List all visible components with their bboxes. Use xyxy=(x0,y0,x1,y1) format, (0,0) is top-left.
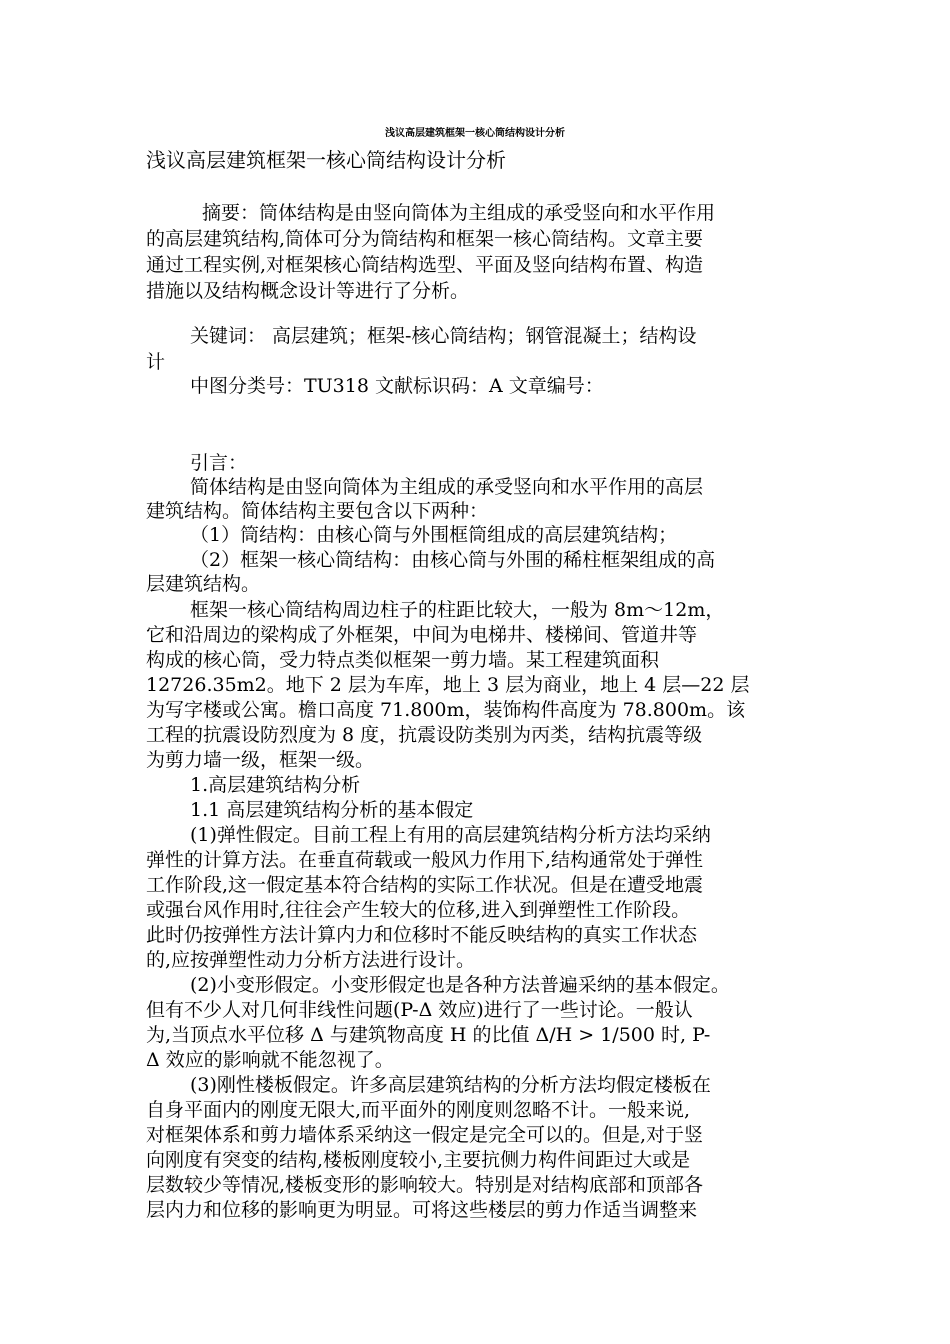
classification-line: 中图分类号：TU318 文献标识码：A 文章编号： xyxy=(190,375,604,397)
section-heading-1: 1.高层建筑结构分析 xyxy=(190,774,361,796)
intro-line-3: （1）筒结构：由核心筒与外围框筒组成的高层建筑结构； xyxy=(190,524,678,546)
section-heading-1-1: 1.1 高层建筑结构分析的基本假定 xyxy=(190,799,474,821)
body-line-3: 构成的核心筒，受力特点类似框架一剪力墙。某工程建筑面积 xyxy=(146,649,660,671)
abstract-line-3: 通过工程实例,对框架核心筒结构选型、平面及竖向结构布置、构造 xyxy=(146,254,704,276)
assumption-3-line-2: 自身平面内的刚度无限大,而平面外的刚度则忽略不计。一般来说, xyxy=(146,1099,691,1121)
body-line-6: 工程的抗震设防烈度为 8 度，抗震设防类别为丙类，结构抗震等级 xyxy=(146,724,703,746)
intro-line-1: 简体结构是由竖向筒体为主组成的承受竖向和水平作用的高层 xyxy=(190,476,704,498)
abstract-line-1: 摘要：筒体结构是由竖向筒体为主组成的承受竖向和水平作用 xyxy=(202,202,716,224)
assumption-3-line-5: 层数较少等情况,楼板变形的影响较大。特别是对结构底部和顶部各 xyxy=(146,1174,704,1196)
assumption-1-line-1: (1)弹性假定。目前工程上有用的高层建筑结构分析方法均采纳 xyxy=(190,824,711,846)
abstract-line-4: 措施以及结构概念设计等进行了分析。 xyxy=(146,280,470,302)
assumption-1-line-3: 工作阶段,这一假定基本符合结构的实际工作状况。但是在遭受地震 xyxy=(146,874,704,896)
keywords-line-1: 关键词： 高层建筑；框架-核心筒结构；钢管混凝土；结构设 xyxy=(190,325,697,347)
keywords-line-2: 计 xyxy=(146,351,166,373)
intro-line-2: 建筑结构。简体结构主要包含以下两种： xyxy=(146,500,489,522)
assumption-1-line-4: 或强台风作用时,往往会产生较大的位移,进入到弹塑性工作阶段。 xyxy=(146,899,691,921)
assumption-3-line-4: 向刚度有突变的结构,楼板刚度较小,主要抗侧力构件间距过大或是 xyxy=(146,1149,691,1171)
body-line-7: 为剪力墙一级，框架一级。 xyxy=(146,749,375,771)
assumption-2-line-4: Δ 效应的影响就不能忽视了。 xyxy=(146,1049,394,1071)
document-title: 浅议高层建筑框架一核心筒结构设计分析 xyxy=(385,128,565,139)
abstract-line-2: 的高层建筑结构,筒体可分为筒结构和框架一核心筒结构。文章主要 xyxy=(146,228,704,250)
assumption-3-line-3: 对框架体系和剪力墙体系采纳这一假定是完全可以的。但是,对于竖 xyxy=(146,1124,704,1146)
assumption-1-line-2: 弹性的计算方法。在垂直荷载或一般风力作用下,结构通常处于弹性 xyxy=(146,849,704,871)
assumption-2-line-1: (2)小变形假定。小变形假定也是各种方法普遍采纳的基本假定。 xyxy=(190,974,730,996)
intro-line-5: 层建筑结构。 xyxy=(146,573,261,595)
assumption-2-line-2: 但有不少人对几何非线性问题(P-Δ 效应)进行了一些讨论。一般认 xyxy=(146,999,693,1021)
body-line-2: 它和沿周边的梁构成了外框架，中间为电梯井、楼梯间、管道井等 xyxy=(146,624,698,646)
intro-heading: 引言： xyxy=(190,452,248,474)
body-line-1: 框架一核心筒结构周边柱子的柱距比较大，一般为 8m～12m， xyxy=(190,599,725,621)
intro-line-4: （2）框架一核心筒结构：由核心筒与外围的稀柱框架组成的高 xyxy=(190,549,716,571)
assumption-3-line-6: 层内力和位移的影响更为明显。可将这些楼层的剪力作适当调整来 xyxy=(146,1199,698,1221)
body-line-5: 为写字楼或公寓。檐口高度 71.800m，装饰构件高度为 78.800m。该 xyxy=(146,699,746,721)
assumption-1-line-6: 的,应按弹塑性动力分析方法进行设计。 xyxy=(146,949,476,971)
assumption-2-line-3: 为,当顶点水平位移 Δ 与建筑物高度 H 的比值 Δ/H > 1/500 时, P- xyxy=(146,1024,711,1046)
assumption-1-line-5: 此时仍按弹性方法计算内力和位移时不能反映结构的真实工作状态 xyxy=(146,924,698,946)
body-line-4: 12726.35m2。地下 2 层为车库，地上 3 层为商业，地上 4 层—22 层 xyxy=(146,674,750,696)
assumption-3-line-1: (3)刚性楼板假定。许多高层建筑结构的分析方法均假定楼板在 xyxy=(190,1074,711,1096)
document-subtitle: 浅议高层建筑框架一核心筒结构设计分析 xyxy=(146,148,506,172)
